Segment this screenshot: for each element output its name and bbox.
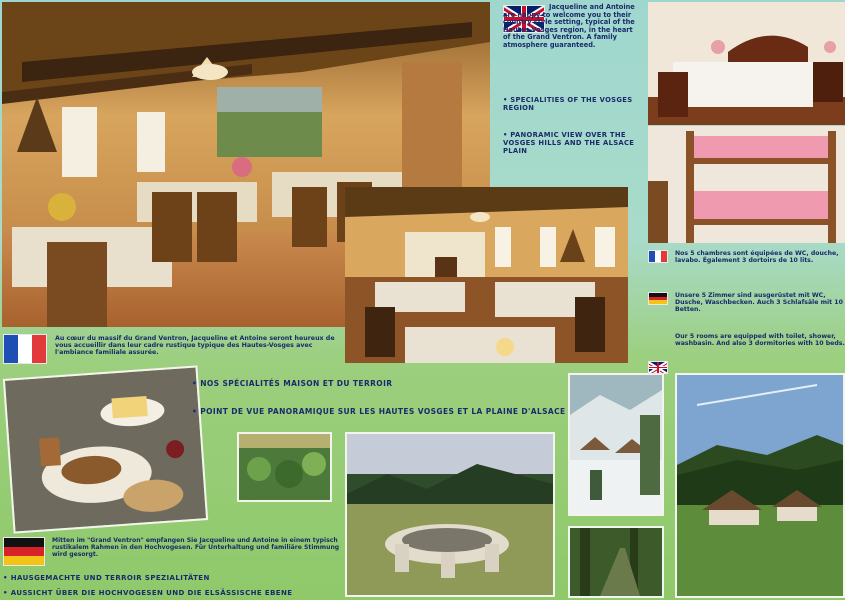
dormitory-photo	[648, 126, 845, 243]
bedroom-photo	[648, 2, 845, 125]
french-flag-large-icon	[3, 334, 47, 364]
garden-plants-photo	[237, 432, 332, 502]
intro-de-text: Mitten im "Grand Ventron" empfangen Sie Jacqueline und Antoine in einem typisch rustikalem Rahmen in den Hochvogesen. Für Unterhaltung und familiäre Stimmung wird gesorgt.	[52, 537, 340, 558]
winter-chalet-photo	[568, 373, 664, 516]
french-flag-icon	[648, 250, 668, 263]
intro-fr-bullet-1: • NOS SPÉCIALITÉS MAISON ET DU TERROIR	[192, 379, 393, 388]
uk-flag-small-icon	[648, 361, 668, 374]
intro-de-bullet-1: • HAUSGEMACHTE UND TERROIR SPEZIALITÄTEN	[3, 574, 210, 582]
intro-en-text: Jacqueline and Antoine are happy to welcome you to their country style setting, typical of the Hautes-Vosges region, in the heart of the Grand Ventron. A family atmosphere guaranteed.	[503, 3, 635, 49]
dining-room-2-photo	[345, 187, 628, 363]
forest-path-photo	[568, 526, 664, 598]
rooms-de-text: Unsere 5 Zimmer sind ausgerüstet mit WC, Dusche, Waschbecken. Auch 3 Schlafsäle mit 10 Betten.	[675, 292, 843, 314]
intro-de-bullet-2: • AUSSICHT ÜBER DIE HOCHVOGESEN UND DIE ELSÄSSISCHE EBENE	[3, 589, 293, 597]
german-flag-large-icon	[3, 537, 45, 566]
intro-fr-bullet-2: • POINT DE VUE PANORAMIQUE SUR LES HAUTES VOSGES ET LA PLAINE D'ALSACE	[192, 407, 566, 416]
summer-farm-photo	[675, 373, 845, 598]
food-photo	[3, 365, 208, 533]
fountain-photo	[345, 432, 555, 597]
intro-en-bullet-1: • SPECIALITIES OF THE VOSGES REGION	[503, 96, 633, 112]
rooms-fr-text: Nos 5 chambres sont équipées de WC, douche, lavabo. Également 3 dortoirs de 10 lits.	[675, 250, 839, 265]
german-flag-icon	[648, 292, 668, 305]
intro-fr-text: Au cœur du massif du Grand Ventron, Jacqueline et Antoine seront heureux de vous accueillir dans leur cadre rustique typique des Hautes-Vosges avec l'ambiance familiale assurée.	[55, 335, 335, 357]
intro-en-bullet-2: • PANORAMIC VIEW OVER THE VOSGES HILLS AND THE ALSACE PLAIN	[503, 131, 635, 155]
rooms-en-text: Our 5 rooms are equipped with toilet, shower, washbasin. And also 3 dormitories with 10 beds.	[675, 333, 845, 348]
